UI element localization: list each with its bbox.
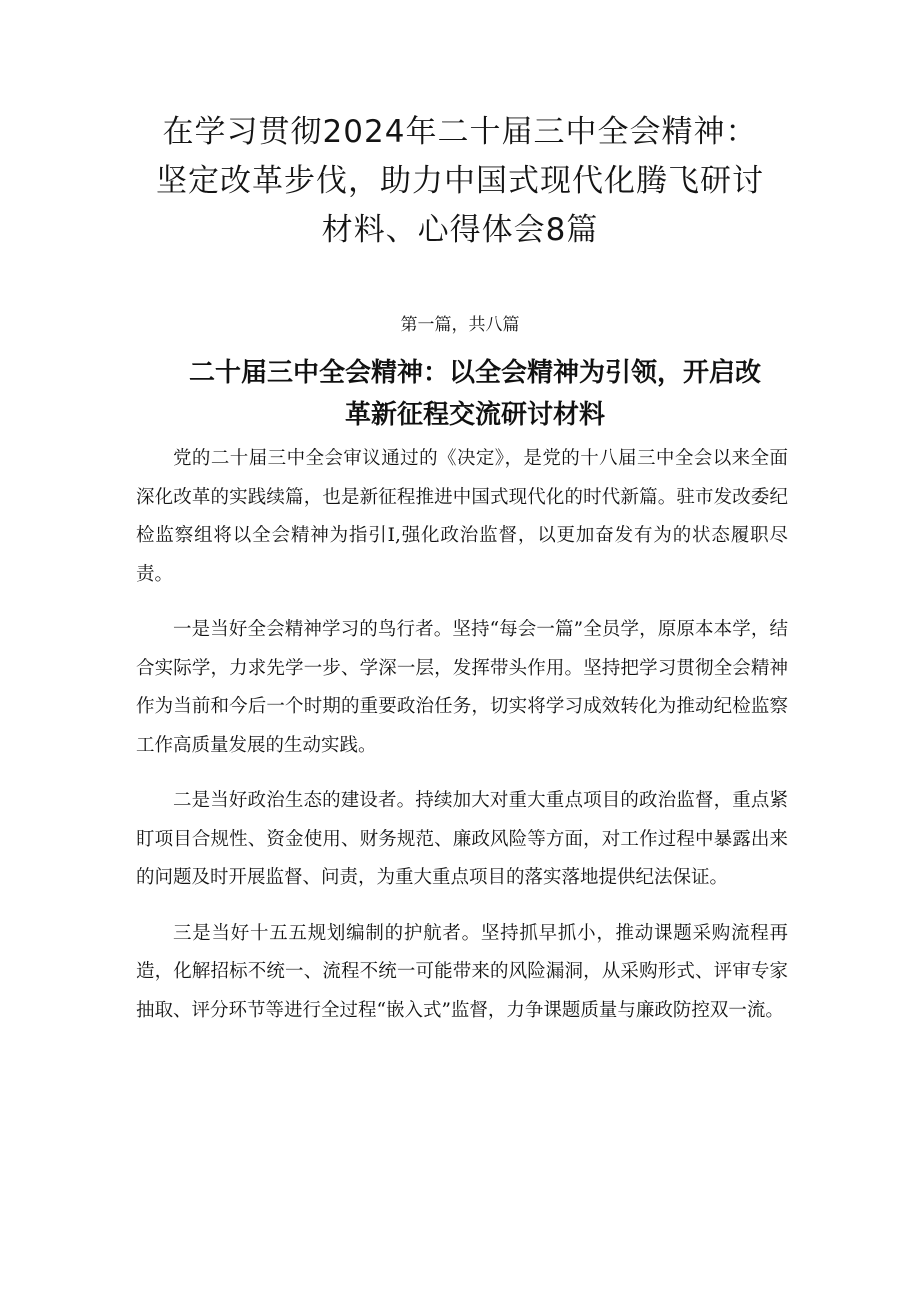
body-paragraph: 三是当好十五五规划编制的护航者。坚持抓早抓小，推动课题采购流程再造，化解招标不统一、流程不统一可能带来的风险漏洞，从采购形式、评审专家抽取、评分环节等进行全过程“嵌入式”监督，力争课题质量与廉政防控双一流。 <box>136 922 788 1021</box>
section-title-line: 二十届三中全会精神：以全会精神为引领，开启改 <box>188 358 761 388</box>
document-title-line: 坚定改革步伐，助力中国式现代化腾飞研讨 <box>156 163 764 199</box>
document-body <box>136 440 788 1047</box>
part-label: 第一篇，共八篇 <box>400 315 520 335</box>
document-title <box>120 108 800 255</box>
document-title-line: 在学习贯彻2024年二十届三中全会精神： <box>162 114 758 150</box>
section-title-line: 革新征程交流研讨材料 <box>344 400 605 430</box>
section-title <box>150 352 800 436</box>
body-paragraph: 党的二十届三中全会审议通过的《决定》，是党的十八届三中全会以来全面深化改革的实践续篇，也是新征程推进中国式现代化的时代新篇。驻市发改委纪检监察组将以全会精神为指引I,强化政治监督，以更加奋发有为的状态履职尽责。 <box>136 448 788 585</box>
body-paragraph: 二是当好政治生态的建设者。持续加大对重大重点项目的政治监督，重点紧盯项目合规性、资金使用、财务规范、廉政风险等方面，对工作过程中暴露出来的问题及时开展监督、问责，为重大重点项目的落实落地提供纪法保证。 <box>136 790 788 888</box>
document-title-line: 材料、心得体会8篇 <box>321 212 599 248</box>
body-paragraph: 一是当好全会精神学习的鸟行者。坚持“每会一篇”全员学，原原本本学，结合实际学，力求先学一步、学深一层，发挥带头作用。坚持把学习贯彻全会精神作为当前和今后一个时期的重要政治任务，切实将学习成效转化为推动纪检监察工作高质量发展的生动实践。 <box>136 619 788 756</box>
